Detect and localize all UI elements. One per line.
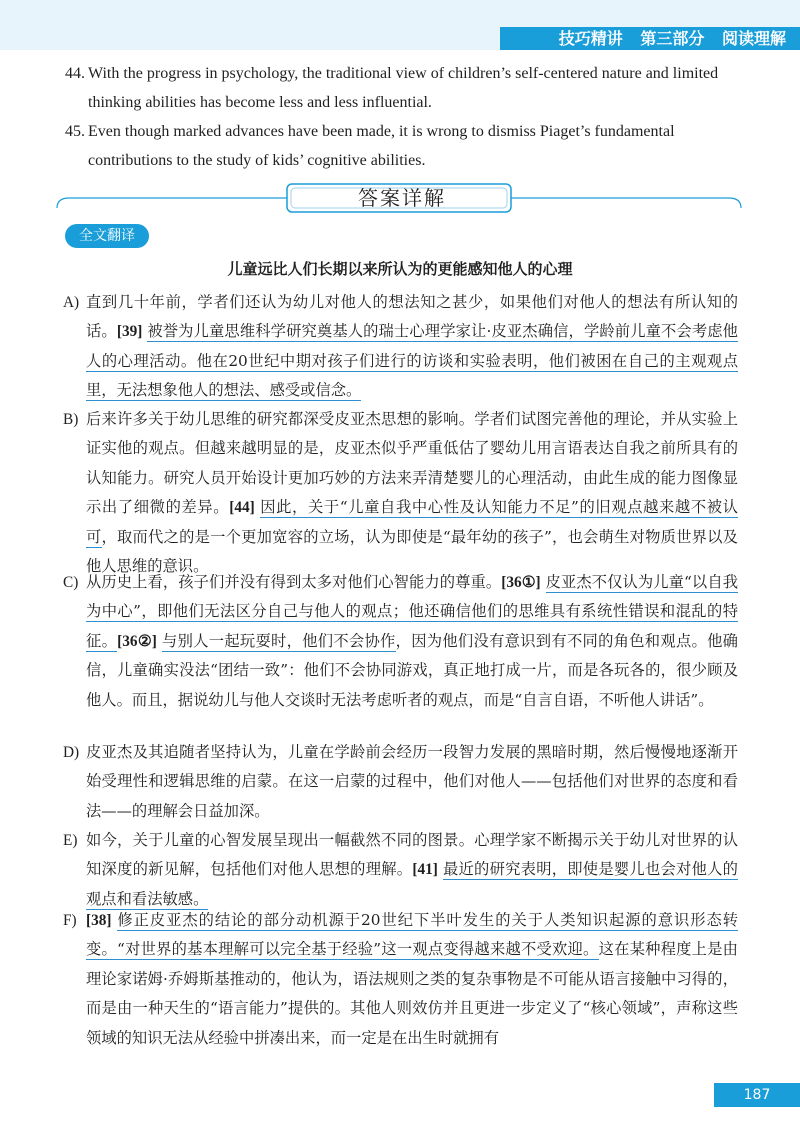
translation-label: 全文翻译 [65,224,149,248]
header-section: 阅读理解 [721,29,786,48]
plain-text: 后来许多关于幼儿思维的研究都深受皮亚杰思想的影响。学者们试图完善他的理论，并从实验上证实他的观点。但越来越明显的是，皮亚杰似乎严重低估了婴幼儿用言语表达自我之前所具有的认知能力。研究人员开始设计更加巧妙的方法来弄清楚婴儿的心理活动，由此生成的能力图像显示出了细微的差异。 [86,410,738,517]
question-tag: [36①] [501,574,541,591]
question-number: 45. [65,123,85,140]
paragraph-label: F) [63,912,77,929]
question-tag: [44] [229,499,255,517]
paragraph-a [63,288,738,406]
question-tag: [36②] [117,632,157,650]
paragraph-body: 皮亚杰及其追随者坚持认为，儿童在学龄前会经历一段智力发展的黑暗时期，然后慢慢地逐渐开始受理性和逻辑思维的启蒙。在这一启蒙的过程中，他们对他人——包括他们对世界的态度和看法——的理解会日益加深。 [86,743,738,820]
question-number: 44. [65,65,85,82]
paragraph-body [63,405,738,581]
paragraph-label: D) [63,744,80,761]
plain-text: 这在某种程度上是由理论家诺姆·乔姆斯基推动的，他认为，语法规则之类的复杂事物是不可能从语言接触中习得的，而是由一种天生的“语言能力”提供的。其他人则效仿并且更进一步定义了“核心领域”，声称这些领域的知识无法从经验中拼凑出来，而一定是在出生时就拥有 [86,940,738,1047]
paragraph-b [63,405,738,581]
answer-section-title: 答案详解 [358,186,446,210]
paragraph-label: A) [63,294,80,311]
plain-text: 直到几十年前，学者们还认为幼儿对他人的想法知之甚少，如果他们对他人的想法有所认知的话。 [86,293,738,341]
header-part: 第三部分 [640,29,705,48]
underlined-text: 修正皮亚杰的结论的部分动机源于20世纪下半叶发生的关于人类知识起源的意识形态转变。“对世界的基本理解可以完全基于经验”这一观点变得越来越不受欢迎。 [86,911,738,959]
underlined-text: 最近的研究表明，即使是婴儿也会对他人的观点和看法敏感。 [86,860,738,908]
paragraph-label: C) [63,574,79,591]
page-header [0,0,800,50]
question-45 [65,117,735,175]
plain-text: ，因为他们没有意识到有不同的角色和观点。他确信，儿童确实没法“团结一致”：他们不会协同游戏，真正地打成一片，而是各玩各的，很少顾及他人。而且，据说幼儿与他人交谈时无法考虑听者的观点，而是“自言自语，不听他人讲话”。 [86,631,738,709]
question-tag: [39] [116,323,143,341]
question-text: Even though marked advances have been made, it is wrong to dismiss Piaget’s fundamental contributions to the study of kids’ cognitive abilities. [88,123,675,169]
plain-text: 从历史上看，孩子们并没有得到太多对他们心智能力的尊重。 [86,573,502,591]
question-text: With the progress in psychology, the traditional view of children’s self-centered nature and limited thinking abilities has become less and less influential. [88,65,719,111]
underlined-text: 皮亚杰不仅认为儿童“以自我为中心”，即他们无法区分自己与他人的观点；他还确信他们的思维具有系统性错误和混乱的特征。 [86,573,738,650]
page-number: 187 [714,1083,800,1107]
question-tag: [38] [86,912,112,929]
underlined-text: 被誉为儿童思维科学研究奠基人的瑞士心理学家让·皮亚杰确信，学龄前儿童不会考虑他人的心理活动。他在20世纪中期对孩子们进行的访谈和实验表明，他们被困在自己的主观观点里，无法想象他人的想法、感受或信念。 [86,322,738,400]
question-tag: [41] [412,861,438,879]
header-breadcrumb [500,27,800,50]
paragraph-e [63,826,738,914]
underlined-text: 与别人一起玩耍时，他们不会协作 [162,631,396,650]
plain-text: 如今，关于儿童的心智发展呈现出一幅截然不同的图景。心理学家不断揭示关于幼儿对世界的认知深度的新见解，包括他们对他人思想的理解。 [86,831,738,879]
paragraph-f [63,906,738,1053]
paragraph-d [63,738,738,826]
paragraph-label: B) [63,411,79,428]
paragraph-c [63,568,738,715]
paragraph-body [63,906,738,1053]
question-44 [65,59,735,117]
underlined-text: 因此，关于“儿童自我中心性及认知能力不足”的旧观点越来越不被认可 [86,498,738,546]
translation-title: 儿童远比人们长期以来所认为的更能感知他人的心理 [227,260,573,278]
plain-text: ，取而代之的是一个更加宽容的立场，认为即使是“最年幼的孩子”，也会萌生对物质世界以及他人思维的意识。 [86,527,738,576]
paragraph-body [63,826,738,914]
paragraph-body [63,568,738,715]
paragraph-body [63,288,738,406]
paragraph-label: E) [63,832,78,849]
header-book: 技巧精讲 [558,29,623,48]
